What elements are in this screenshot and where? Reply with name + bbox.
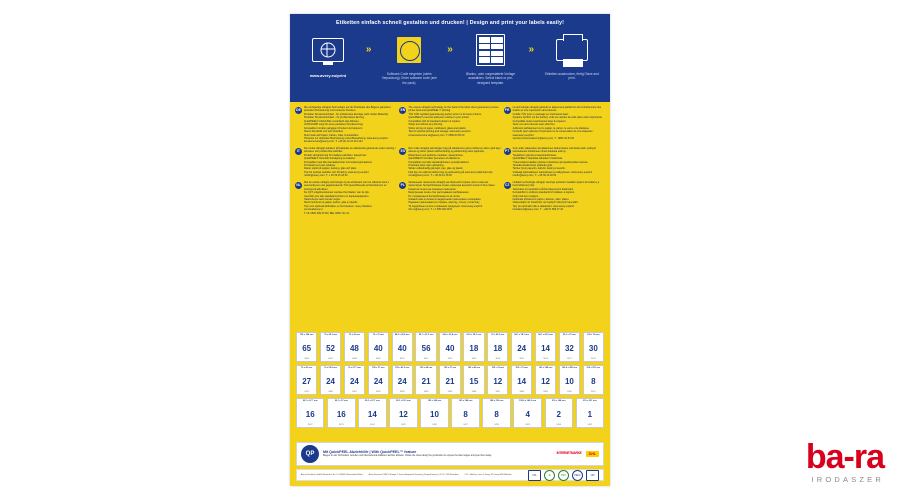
label-code: 3430 xyxy=(556,423,562,426)
label-size: 199,6 x 143,5 mm xyxy=(519,400,537,402)
label-size: 105 x 148 mm xyxy=(427,400,442,402)
label-size: 99,1 x 67,7 mm xyxy=(302,400,318,402)
text-line: Knivskarp tekst uden udtværing. xyxy=(408,164,445,167)
step-3-caption: Blanko- oder vorgestaltete Vorlage auswählen. Select blank or pre-designed template. xyxy=(466,72,516,85)
label-preview-item[interactable] xyxy=(559,365,580,395)
label-size: 70 x 36 mm xyxy=(348,334,361,336)
text-line: nordic@avery.com, T: + 45 39 10 18 00 xyxy=(304,174,348,178)
label-quantity: 48 xyxy=(349,343,359,353)
label-quantity: 21 xyxy=(445,376,455,386)
label-quantity: 56 xyxy=(421,343,431,353)
label-code: 3425 xyxy=(401,423,406,426)
label-size: 105 x 48 mm xyxy=(419,367,433,369)
step-2 xyxy=(381,30,437,85)
language-text-grid xyxy=(295,106,605,215)
quickpeel-badge: QP xyxy=(301,445,319,463)
label-size: 105 x 148 mm xyxy=(538,367,553,369)
label-code: 3491 xyxy=(591,390,596,393)
label-preview-item[interactable] xyxy=(415,365,436,395)
text-line: Testováno pro perfektní průchod laserovými tiskárnami. xyxy=(512,187,574,191)
text-block-ru-body xyxy=(408,181,500,212)
label-quantity: 40 xyxy=(445,343,455,353)
text-line: Klares Druckbild und sehr kratzfest. xyxy=(304,130,344,134)
flag-badge-ru: PL xyxy=(400,182,405,187)
label-code: 3429 xyxy=(525,423,530,426)
footer-address-1: Avery Zweckform GmbH, Miesbacher Str. 5, D-83626 Oberlaindern/Valley xyxy=(301,473,363,476)
step-1 xyxy=(300,30,356,78)
text-line: Haarscherpe tekst zonder vegen. xyxy=(304,197,341,201)
label-quantity: 12 xyxy=(398,409,408,419)
label-quantity: 8 xyxy=(463,409,468,419)
label-preview-item[interactable] xyxy=(451,398,479,428)
label-quantity: 24 xyxy=(373,376,383,386)
label-quantity: 10 xyxy=(430,409,439,419)
label-code: 3483 xyxy=(399,390,405,393)
label-preview-item[interactable] xyxy=(583,365,604,395)
text-line: Unikátní technologie ultragrip zaručuje perfektní zavádění papíru do tiskárny a bezproblémový tisk. xyxy=(512,180,600,188)
label-preview-item[interactable] xyxy=(368,365,389,395)
text-block-nl xyxy=(295,181,396,215)
label-preview-item[interactable] xyxy=(368,332,389,362)
label-code: 3488 xyxy=(519,390,524,393)
label-preview-item[interactable] xyxy=(420,398,448,428)
text-block-cz xyxy=(504,181,605,215)
text-line: Sidder velfasthæftig på papir, pap, glas og plastic. xyxy=(408,167,464,171)
quickpeel-heading: Mit QuickPEEL Abziehhilfe | With QuickPEEL™ feature xyxy=(323,449,417,454)
label-code: 3670 xyxy=(399,357,405,360)
text-block-fr xyxy=(504,106,605,144)
text-line: Find tips om optimal udskrivning og opbevaring på www.avery.dk/printer-tips xyxy=(408,170,493,174)
text-block-de-body xyxy=(304,106,396,144)
label-code: 3487 xyxy=(495,390,501,393)
label-code: 3485 xyxy=(447,390,453,393)
text-line: serviceafavery.nl xyxy=(304,208,323,212)
text-block-es-body xyxy=(408,147,500,178)
label-size: 99,1 x 42,3 mm xyxy=(538,334,553,336)
text-line: QuickPEEL® Abziehhilfe vereinfacht das Ablösen. xyxy=(304,119,360,123)
text-line: Kompatibilní s většinou standardních tiskáren a kopírek. xyxy=(512,191,575,195)
label-quantity: 14 xyxy=(517,376,527,386)
label-code: 3422 xyxy=(307,423,313,426)
label-size: 210 x 297 mm xyxy=(586,367,601,369)
label-preview-item[interactable] xyxy=(296,365,317,395)
text-line: Та подробные печати и хранения продукции: www.avery.eu/print xyxy=(408,204,483,208)
label-preview-item[interactable] xyxy=(487,365,508,395)
label-code: 3426 xyxy=(432,423,437,426)
label-code: 3428 xyxy=(494,423,499,426)
ba-ra-logo xyxy=(805,438,884,484)
label-preview-item[interactable] xyxy=(583,332,604,362)
step-4 xyxy=(544,30,600,81)
label-code: 3427 xyxy=(463,423,468,426)
pefc-icon: PEFC xyxy=(572,470,583,481)
text-line: Ostrý tisk bez rozpíjení. xyxy=(512,194,539,198)
text-line: La technologie ultragrip garantit un alignement parfait lors de l'entraînement des feuilles et une impression sans bavures. xyxy=(512,106,602,113)
label-code: 3490 xyxy=(567,390,572,393)
label-code: 3672 xyxy=(447,357,453,360)
label-size: 148 x 210 mm xyxy=(489,400,504,402)
label-code: 3678 xyxy=(591,357,596,360)
label-code: 3676 xyxy=(543,357,548,360)
footer-address-3: CCL / label by / com. d. Kenny, M. Kenny 8050 Etiketten xyxy=(464,473,512,476)
text-block-it-body xyxy=(304,147,396,178)
text-line: Безупречная печать без расплывания изображения. xyxy=(408,191,470,195)
flag-badge-es: ES xyxy=(400,148,406,153)
label-code: 3673 xyxy=(471,357,477,360)
label-preview-item[interactable] xyxy=(545,398,573,428)
label-code: 3481 xyxy=(352,390,357,393)
text-block-fr-body xyxy=(513,106,605,140)
text-line: Geschikt voor alle standaard printers en kopieerapparaten. xyxy=(304,194,370,198)
text-line: De QCT-volgdimensioneel voordeel het bladen' van de lijm. xyxy=(304,191,370,195)
text-line: Kompatibel mit allen gängigen Druckern & Kopierern. xyxy=(304,126,363,130)
blue-angel-icon: 100 xyxy=(586,470,599,481)
text-line: nordic@avery.com, T: + 45 39 10 18 00 xyxy=(408,174,452,178)
step-1-url[interactable]: www.avery.eu/print xyxy=(309,73,347,78)
label-code: 3486 xyxy=(471,390,477,393)
label-code: 3431 xyxy=(587,423,593,426)
label-preview-item[interactable] xyxy=(535,332,556,362)
text-block-it xyxy=(295,147,396,178)
label-row xyxy=(296,365,604,395)
label-quantity: 1 xyxy=(587,409,593,419)
text-line: consumerservice.uk@avery.com, T: 0800 80 50 00 xyxy=(408,133,465,137)
label-preview-item[interactable] xyxy=(344,365,365,395)
blank-template-icon xyxy=(463,30,519,70)
label-size: 105 x 74 mm xyxy=(491,367,504,369)
label-preview-item[interactable] xyxy=(511,365,532,395)
label-size: 64,6 x 33,8 mm xyxy=(442,334,458,336)
sheet-header xyxy=(290,14,610,102)
internetmarke-logo: INTERNETMARKE xyxy=(556,451,582,456)
label-size: 210 x 148 mm xyxy=(551,400,566,402)
text-line: Гарантия печати на лазерных принтерах. xyxy=(408,187,457,191)
label-size: 99,1 x 67,7 mm xyxy=(365,400,380,402)
label-preview-item[interactable] xyxy=(439,332,460,362)
label-quantity: 21 xyxy=(421,376,431,386)
label-quantity: 18 xyxy=(493,343,503,353)
label-size: 45,7 x 21,2 mm xyxy=(418,334,434,336)
label-code: 3423 xyxy=(338,423,344,426)
text-block-pt xyxy=(504,147,605,178)
text-line: ULTRAGRIP sorgt für einen perfekten Druckereinzug. xyxy=(304,123,364,127)
text-line: Knivskarp text utan oskärpa. xyxy=(304,164,336,167)
text-line: TÜV SÜD certified guaranteeing perfect print run for laser printers. xyxy=(408,112,482,116)
label-size: 99,1 x 57 mm xyxy=(562,334,576,336)
text-line: nordic@avery.com, T: + 45 39 10 18 00 xyxy=(512,174,557,178)
dhl-logo: DHL xyxy=(586,451,599,457)
label-quantity: 16 xyxy=(336,409,346,419)
label-preview-item[interactable] xyxy=(296,332,317,362)
label-size: 99,1 x 57 mm xyxy=(334,400,348,402)
label-preview-item[interactable] xyxy=(439,365,460,395)
text-line: Tipy pro optimální tisk a skladování: www.avery.eu/print xyxy=(512,204,574,208)
text-line: Terävää tekstiä ilman epäterävyyttä. xyxy=(512,164,553,167)
quickpeel-paragraph: Biegen an der Perforation zerteilen und überstehende Etiketten leichter ablösen. Divide the sheet along the perforation to expose the label edges and peel them away. xyxy=(323,454,492,457)
label-code: 3489 xyxy=(543,390,548,393)
text-line: serviceconsommateur.fr@avery.com, T : 0800 34 54 00 xyxy=(512,136,574,140)
label-size: 70 x 41 mm xyxy=(301,367,313,369)
text-line: Den unika ultragrip-tekniken på baksidan av etiketterark garanterar exakt matning i skrivaren och problemfria utskrifter. xyxy=(304,146,396,154)
label-quantity: 32 xyxy=(564,343,574,353)
ccl-icon: CCL xyxy=(528,470,541,481)
label-size: 105 x 148 mm xyxy=(299,334,314,336)
text-line: Compatible with all standard printers & copiers. xyxy=(408,119,461,123)
brand-name: ba-ra xyxy=(805,438,884,477)
label-row xyxy=(296,332,604,362)
label-quantity: 12 xyxy=(493,376,503,386)
text-line: Compatible toutes imprimantes laser & copieurs. xyxy=(512,119,567,123)
label-size: 99,1 x 93,1 mm xyxy=(396,400,411,402)
label-preview-item[interactable] xyxy=(559,332,580,362)
label-quantity: 15 xyxy=(469,376,479,386)
quickpeel-bar xyxy=(296,442,604,466)
label-size: 199,6 x 289 mm xyxy=(561,367,578,369)
text-line: Kompatibel med alle standardprintere og kopimaskiner. xyxy=(408,160,470,164)
label-quantity: 24 xyxy=(326,376,335,386)
label-preview-item[interactable] xyxy=(358,398,386,428)
label-preview-item[interactable] xyxy=(296,398,324,428)
label-quantity: 14 xyxy=(541,343,550,353)
label-size: 210 x 297 mm xyxy=(583,400,597,402)
label-preview-item[interactable] xyxy=(320,332,341,362)
label-quantity: 8 xyxy=(494,409,499,419)
yellow-label-sheet-icon xyxy=(381,30,437,70)
text-line: Уникальная технология ultragrip на обратной стороне листа этикеток гарантирует беспроблемное печать принтера высокой четкости без помех. xyxy=(408,180,496,188)
label-quantity: 14 xyxy=(367,409,377,419)
flag-badge-fr: FR xyxy=(504,108,510,112)
footer-address-2: Avery Dennison / NWCO Europe, 1 Dawn Hampstead, Germany, (Rispondi www), p 3C 44 - 299 Rotterdam xyxy=(368,473,459,476)
label-size: 97 x 42,3 mm xyxy=(491,334,505,336)
text-block-ru xyxy=(399,181,500,215)
text-line: Certifié TÜV pour un passage en imprimante laser. xyxy=(512,112,569,116)
label-code: 3480 xyxy=(328,390,333,393)
text-line: Odpovídající do zásobníku na zvyklých tiskových kanceláří. xyxy=(512,201,579,205)
label-size: 105 x 48 mm xyxy=(467,367,481,369)
label-preview-item[interactable] xyxy=(389,398,417,428)
text-line: The unique ultragrip technology on the back of the label sheet guarantees precise printer feed and quickPEEL™ printing. xyxy=(408,106,499,113)
label-preview-item[interactable] xyxy=(392,332,413,362)
recycle-icon: ♻ xyxy=(544,470,555,481)
text-block-cz-body xyxy=(513,181,605,212)
text-block-nl-body xyxy=(304,181,396,215)
text-line: Sharp text without any blurring. xyxy=(408,123,443,127)
label-code: 3671 xyxy=(423,357,429,360)
text-line: QuickPEEL® prevents adhesive residue in your printer. xyxy=(408,116,470,120)
text-line: Sterk hechtend op papier, karton, glas en plastic. xyxy=(304,201,359,205)
label-size: 99,1 x 38,1 mm xyxy=(514,334,529,336)
label-size: 105 x 42,3 mm xyxy=(395,367,410,369)
brand-tagline: IRODASZER xyxy=(811,475,884,484)
label-preview-item[interactable] xyxy=(327,398,355,428)
flag-badge-it: IT xyxy=(296,148,300,153)
text-line: kundenservice@avery.com, T: +49 (0) 40 24 441 244 xyxy=(304,140,363,144)
label-preview-item[interactable] xyxy=(320,365,341,395)
label-quantity: 2 xyxy=(556,409,561,419)
flag-badge-de: DE xyxy=(296,108,301,112)
text-line: T: NL 0800 099 33 99 | BEL 0800 721 41 xyxy=(304,211,350,215)
label-quantity: 16 xyxy=(305,409,315,419)
label-code: 3674 xyxy=(495,357,501,360)
label-preview-item[interactable] xyxy=(513,398,541,428)
step-3 xyxy=(463,30,519,85)
label-quantity: 24 xyxy=(517,343,527,353)
text-line: Met de unieke ultragrip technologie op de achterkant van het etiketvel komt u eenvoudig een van gegarandeerde TÜV gecertificeerde printerdoorvoer en storingsvrij afdrukken. xyxy=(304,180,390,191)
header-steps xyxy=(290,26,610,85)
label-size: 48,5 x 25,4 mm xyxy=(394,334,410,336)
label-quantity: 27 xyxy=(302,376,312,386)
arrow-icon-3: » xyxy=(528,44,535,55)
text-line: Perfekt skrivarkörning för kvalitets-utskrifter i laserprinter. xyxy=(304,153,367,157)
label-size: 105 x 37 mm xyxy=(372,367,385,369)
text-line: info.ru@avery.com, T: +7 495 228 3476 xyxy=(408,208,452,212)
text-block-pt-body xyxy=(513,147,605,178)
label-quantity: 40 xyxy=(373,343,383,353)
label-preview-item[interactable] xyxy=(535,365,556,395)
text-line: Perfekter Druckerdurchlauf – für problemlosen Einzug. xyxy=(304,116,365,120)
arrow-icon-2: » xyxy=(447,44,453,55)
label-preview-item[interactable] xyxy=(463,365,484,395)
label-size: 70 x 50,8 mm xyxy=(324,367,338,369)
step-4-caption: Etiketten ausdrucken, fertig! Save and print. xyxy=(545,72,599,81)
label-preview-item[interactable] xyxy=(392,365,413,395)
text-line: Yhteensopiva kaikkien yleisten tulostimien ja kopiokoneiden kanssa. xyxy=(512,160,589,164)
flag-badge-pt: PT xyxy=(504,148,510,153)
product-sheet xyxy=(290,14,610,486)
label-preview-item[interactable] xyxy=(482,398,510,428)
label-size: 105 x 148 mm xyxy=(458,400,473,402)
label-quantity: 30 xyxy=(588,343,598,353)
text-line: Hinweise zur optimalen Bedruckung und Aufbewahrung: www.avery.eu/print. xyxy=(304,136,389,140)
label-quantity: 24 xyxy=(349,376,359,386)
label-code: 3668 xyxy=(352,357,357,360)
text-line: Täydellinen toimivuus lasertulostimissa. xyxy=(512,153,557,157)
text-line: Не стирающиеся беспроблемно из-за лотка. xyxy=(408,194,461,198)
text-line: Совместимы со всеми стандартными принтерами и копирами. xyxy=(408,197,482,201)
label-quantity: 24 xyxy=(397,376,407,386)
label-code: 3677 xyxy=(567,357,572,360)
text-line: Vinkkejä optimaaliseen tulostukseen ja säilytykseen: www.avery.eu/print xyxy=(512,170,593,174)
monitor-globe-icon xyxy=(300,30,356,70)
text-line: Tips för optimal utskrifter och förvaring: www.avery.eu/print xyxy=(304,170,369,174)
text-line: Die einzigartige ultragrip-Technologie auf der Rückseite des Bogens garantiert perfekten Druckeinzug und trockenes Drucken. xyxy=(304,106,391,113)
label-size: 70 x 67,7 mm xyxy=(347,367,361,369)
label-quantity: 52 xyxy=(326,343,335,353)
text-line: Den unike ultragrip teknologien bag på etiketternes giver problemer sikrer godt tag i arkene og sikrer præcis arkfremføring og udskrivning uden papirstop. xyxy=(408,146,501,154)
printer-icon xyxy=(544,30,600,70)
text-line: Fäster starkt på papper, kartong, glas och plast. xyxy=(304,167,357,171)
label-row xyxy=(296,398,604,428)
arrow-icon-1: » xyxy=(365,44,372,55)
label-size: 63,5 x 38,1 mm xyxy=(466,334,482,336)
flag-badge-nl: NL xyxy=(296,182,301,187)
label-quantity: 12 xyxy=(541,376,550,386)
label-preview-grid xyxy=(296,332,604,431)
fsc-icon: FSC xyxy=(558,470,569,481)
label-code: 3424 xyxy=(370,423,375,426)
text-line: Klebt stark auf Papier, Karton, Glas, Kunststoffen. xyxy=(304,133,359,137)
label-code: 3675 xyxy=(519,357,524,360)
text-line: Tarttuu hyvin paperiin, pahviin, lasiin ja muoviin. xyxy=(512,167,566,171)
partner-logos xyxy=(557,451,599,457)
text-block-en xyxy=(399,106,500,144)
flag-badge-en: EN xyxy=(400,108,406,112)
text-line: Efterprøvet med perfekte resultater i laserprintere. xyxy=(408,153,464,157)
label-quantity: 40 xyxy=(397,343,407,353)
text-line: Système QUICK sur les bords外 évite les résidus de colle dans votre imprimante. xyxy=(512,116,603,120)
label-quantity: 4 xyxy=(525,409,530,419)
label-preview-item[interactable] xyxy=(463,332,484,362)
header-title: Etiketten einfach schnell gestalten und drucken! | Design and print your labels easily! xyxy=(336,20,564,26)
step-2-caption: Software-Code eingeben (siehe Verpackung). Enter software code (see the pack). xyxy=(381,72,437,85)
label-code: 3667 xyxy=(328,357,333,360)
sheet-footer xyxy=(296,469,604,481)
label-code: 3669 xyxy=(376,357,381,360)
label-preview-item[interactable] xyxy=(487,332,508,362)
label-code: 3479 xyxy=(304,390,309,393)
text-line: Texte net sans bavures sans effet flou. xyxy=(512,123,556,127)
label-quantity: 18 xyxy=(469,343,479,353)
text-line: Perfekter Druckerdurchlauf - für problemlose Einzüge (sehr steifes Material). xyxy=(304,112,389,116)
text-block-es xyxy=(399,147,500,178)
text-line: Надежно приклеивается к бумаге, картону, стеклу и пластику. xyxy=(408,201,480,205)
label-quantity: 8 xyxy=(591,376,596,386)
certification-marks xyxy=(528,470,599,481)
label-size: 105 x 57 mm xyxy=(443,367,457,369)
text-line: Dokonale přilnavost k papíru, kartonu, sklu i plastu. xyxy=(512,197,570,201)
text-block-en-body xyxy=(408,106,500,137)
label-preview-item[interactable] xyxy=(415,332,436,362)
label-size: 70 x 42,3 mm xyxy=(324,334,338,336)
label-preview-item[interactable] xyxy=(344,332,365,362)
text-line: Kompatibel med alla standardprintrar och kopieringsmaskiner. xyxy=(304,160,373,164)
label-quantity: 10 xyxy=(564,376,574,386)
label-preview-item[interactable] xyxy=(511,332,532,362)
label-size: 105 x 70 mm xyxy=(515,367,528,369)
text-line: Adhésion parfaitement sur le papier, le carton, le verre et le plastique. xyxy=(512,126,590,130)
label-code: 3482 xyxy=(376,390,381,393)
text-line: Tips voor optimaal afdrukken en het bewaren: avery.nl/advies xyxy=(304,204,372,208)
text-line: QuickPEEL® helpottaa etikettien irrottamista. xyxy=(512,157,563,161)
text-line: Tips for optimal printing and storage: www.avery.eu/print xyxy=(408,130,471,134)
label-code: 3666 xyxy=(304,357,309,360)
text-line: QuickPEEL® forenkler fjernelsen af etiketterne. xyxy=(408,157,461,161)
text-line: Suru arkin takapuolen ainutlaatuinen tarttumisaine varmistaa arkin syöttyvä tulostukseesi tulostimeen ilman tukoksia esiinny. xyxy=(512,146,596,154)
text-line: kontakt.pol@avery.com, T : +48 61 896 27 44 xyxy=(512,208,564,212)
label-size: 70 x 37 mm xyxy=(372,334,384,336)
label-preview-item[interactable] xyxy=(576,398,604,428)
text-line: QuickPEEL® förenklar borttagning av etiketter. xyxy=(304,157,356,161)
text-line: Conseils pour optimiser l'impression et la conservation de vos étiquettes : www.avery.eu/print xyxy=(512,130,594,137)
text-block-de xyxy=(295,106,396,144)
text-line: Sticks strong on paper, cardboard, glass and plastic. xyxy=(408,126,467,130)
label-size: 105 x 74 mm xyxy=(587,334,600,336)
label-code: 3484 xyxy=(423,390,429,393)
flag-badge-cz: CZ xyxy=(504,182,510,187)
label-quantity: 65 xyxy=(302,343,312,353)
